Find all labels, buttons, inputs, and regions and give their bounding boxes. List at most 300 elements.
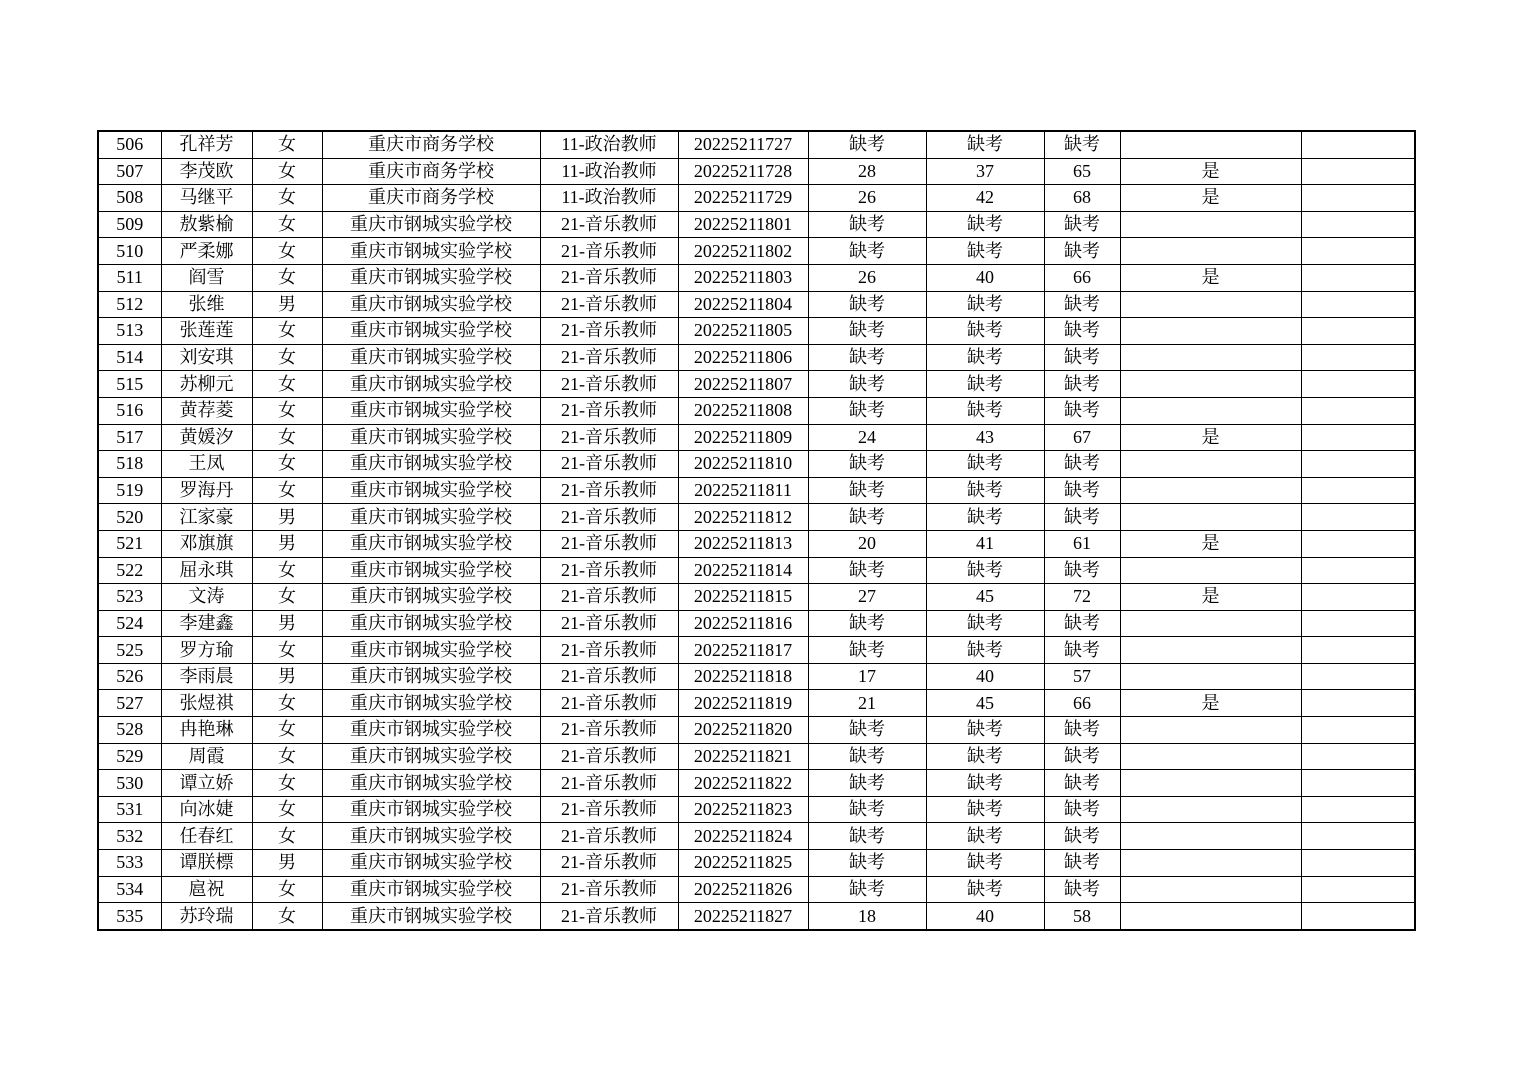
table-row — [98, 185, 1415, 212]
score1-cell: 26 — [808, 185, 926, 212]
position-cell: 11-政治教师 — [540, 185, 678, 212]
score1-cell: 缺考 — [808, 610, 926, 637]
remark-cell — [1301, 344, 1415, 371]
remark-cell — [1301, 770, 1415, 797]
school-cell: 重庆市钢城实验学校 — [322, 850, 540, 877]
score1-cell: 缺考 — [808, 131, 926, 158]
seq-cell: 511 — [98, 264, 161, 291]
seq-cell: 529 — [98, 743, 161, 770]
remark-cell — [1301, 530, 1415, 557]
exam-id-cell: 20225211802 — [678, 238, 808, 265]
name-cell: 邓旗旗 — [161, 530, 252, 557]
total-cell: 缺考 — [1044, 876, 1120, 903]
exam-id-cell: 20225211728 — [678, 158, 808, 185]
gender-cell: 女 — [252, 211, 322, 238]
gender-cell: 女 — [252, 397, 322, 424]
position-cell: 21-音乐教师 — [540, 796, 678, 823]
seq-cell: 516 — [98, 397, 161, 424]
score2-cell: 缺考 — [926, 344, 1044, 371]
gender-cell: 女 — [252, 158, 322, 185]
gender-cell: 男 — [252, 850, 322, 877]
score1-cell: 缺考 — [808, 451, 926, 478]
gender-cell: 女 — [252, 743, 322, 770]
gender-cell: 女 — [252, 318, 322, 345]
score1-cell: 20 — [808, 530, 926, 557]
position-cell: 21-音乐教师 — [540, 557, 678, 584]
total-cell: 72 — [1044, 584, 1120, 611]
name-cell: 江家豪 — [161, 504, 252, 531]
exam-id-cell: 20225211824 — [678, 823, 808, 850]
qualified-cell — [1120, 850, 1301, 877]
school-cell: 重庆市钢城实验学校 — [322, 318, 540, 345]
position-cell: 11-政治教师 — [540, 131, 678, 158]
score1-cell: 缺考 — [808, 238, 926, 265]
total-cell: 66 — [1044, 264, 1120, 291]
qualified-cell — [1120, 637, 1301, 664]
name-cell: 黄媛汐 — [161, 424, 252, 451]
score2-cell: 缺考 — [926, 850, 1044, 877]
score2-cell: 40 — [926, 903, 1044, 930]
remark-cell — [1301, 637, 1415, 664]
position-cell: 21-音乐教师 — [540, 637, 678, 664]
school-cell: 重庆市钢城实验学校 — [322, 876, 540, 903]
school-cell: 重庆市钢城实验学校 — [322, 796, 540, 823]
exam-id-cell: 20225211812 — [678, 504, 808, 531]
exam-id-cell: 20225211809 — [678, 424, 808, 451]
name-cell: 苏柳元 — [161, 371, 252, 398]
name-cell: 罗方瑜 — [161, 637, 252, 664]
score1-cell: 缺考 — [808, 876, 926, 903]
exam-id-cell: 20225211817 — [678, 637, 808, 664]
score1-cell: 21 — [808, 690, 926, 717]
position-cell: 21-音乐教师 — [540, 903, 678, 930]
score2-cell: 40 — [926, 264, 1044, 291]
exam-id-cell: 20225211811 — [678, 477, 808, 504]
qualified-cell — [1120, 344, 1301, 371]
remark-cell — [1301, 876, 1415, 903]
score1-cell: 18 — [808, 903, 926, 930]
gender-cell: 女 — [252, 557, 322, 584]
school-cell: 重庆市钢城实验学校 — [322, 903, 540, 930]
seq-cell: 519 — [98, 477, 161, 504]
total-cell: 68 — [1044, 185, 1120, 212]
total-cell: 缺考 — [1044, 717, 1120, 744]
remark-cell — [1301, 717, 1415, 744]
total-cell: 57 — [1044, 663, 1120, 690]
score1-cell: 24 — [808, 424, 926, 451]
position-cell: 21-音乐教师 — [540, 211, 678, 238]
remark-cell — [1301, 318, 1415, 345]
qualified-cell — [1120, 318, 1301, 345]
gender-cell: 女 — [252, 690, 322, 717]
school-cell: 重庆市钢城实验学校 — [322, 424, 540, 451]
exam-id-cell: 20225211813 — [678, 530, 808, 557]
name-cell: 王凤 — [161, 451, 252, 478]
position-cell: 21-音乐教师 — [540, 530, 678, 557]
score1-cell: 缺考 — [808, 291, 926, 318]
remark-cell — [1301, 477, 1415, 504]
exam-id-cell: 20225211819 — [678, 690, 808, 717]
position-cell: 21-音乐教师 — [540, 291, 678, 318]
qualified-cell — [1120, 743, 1301, 770]
gender-cell: 女 — [252, 371, 322, 398]
score1-cell: 缺考 — [808, 770, 926, 797]
seq-cell: 528 — [98, 717, 161, 744]
score2-cell: 45 — [926, 690, 1044, 717]
score1-cell: 28 — [808, 158, 926, 185]
position-cell: 21-音乐教师 — [540, 610, 678, 637]
total-cell: 缺考 — [1044, 291, 1120, 318]
position-cell: 21-音乐教师 — [540, 504, 678, 531]
score1-cell: 缺考 — [808, 504, 926, 531]
score1-cell: 缺考 — [808, 557, 926, 584]
name-cell: 文涛 — [161, 584, 252, 611]
gender-cell: 女 — [252, 185, 322, 212]
gender-cell: 女 — [252, 238, 322, 265]
qualified-cell — [1120, 717, 1301, 744]
qualified-cell — [1120, 823, 1301, 850]
name-cell: 周霞 — [161, 743, 252, 770]
name-cell: 敖紫榆 — [161, 211, 252, 238]
name-cell: 冉艳琳 — [161, 717, 252, 744]
score2-cell: 41 — [926, 530, 1044, 557]
results-table — [97, 130, 1416, 931]
score2-cell: 缺考 — [926, 743, 1044, 770]
exam-id-cell: 20225211810 — [678, 451, 808, 478]
remark-cell — [1301, 610, 1415, 637]
exam-id-cell: 20225211820 — [678, 717, 808, 744]
exam-id-cell: 20225211808 — [678, 397, 808, 424]
school-cell: 重庆市钢城实验学校 — [322, 717, 540, 744]
total-cell: 缺考 — [1044, 318, 1120, 345]
seq-cell: 524 — [98, 610, 161, 637]
remark-cell — [1301, 743, 1415, 770]
qualified-cell — [1120, 610, 1301, 637]
position-cell: 21-音乐教师 — [540, 397, 678, 424]
gender-cell: 男 — [252, 504, 322, 531]
qualified-cell — [1120, 504, 1301, 531]
table-row — [98, 743, 1415, 770]
exam-id-cell: 20225211825 — [678, 850, 808, 877]
total-cell: 缺考 — [1044, 451, 1120, 478]
name-cell: 屈永琪 — [161, 557, 252, 584]
remark-cell — [1301, 158, 1415, 185]
remark-cell — [1301, 796, 1415, 823]
school-cell: 重庆市钢城实验学校 — [322, 610, 540, 637]
name-cell: 谭立娇 — [161, 770, 252, 797]
position-cell: 21-音乐教师 — [540, 371, 678, 398]
gender-cell: 男 — [252, 610, 322, 637]
score1-cell: 缺考 — [808, 637, 926, 664]
gender-cell: 女 — [252, 477, 322, 504]
school-cell: 重庆市钢城实验学校 — [322, 770, 540, 797]
gender-cell: 男 — [252, 530, 322, 557]
seq-cell: 521 — [98, 530, 161, 557]
table-row — [98, 770, 1415, 797]
qualified-cell: 是 — [1120, 690, 1301, 717]
gender-cell: 男 — [252, 663, 322, 690]
school-cell: 重庆市钢城实验学校 — [322, 477, 540, 504]
table-row — [98, 823, 1415, 850]
name-cell: 扈祝 — [161, 876, 252, 903]
remark-cell — [1301, 903, 1415, 930]
score2-cell: 缺考 — [926, 397, 1044, 424]
gender-cell: 男 — [252, 291, 322, 318]
position-cell: 21-音乐教师 — [540, 264, 678, 291]
score2-cell: 37 — [926, 158, 1044, 185]
score2-cell: 45 — [926, 584, 1044, 611]
table-row — [98, 477, 1415, 504]
total-cell: 缺考 — [1044, 238, 1120, 265]
table-row — [98, 717, 1415, 744]
seq-cell: 514 — [98, 344, 161, 371]
position-cell: 21-音乐教师 — [540, 318, 678, 345]
table-row — [98, 211, 1415, 238]
score1-cell: 缺考 — [808, 344, 926, 371]
table-row — [98, 610, 1415, 637]
seq-cell: 526 — [98, 663, 161, 690]
qualified-cell — [1120, 876, 1301, 903]
gender-cell: 女 — [252, 770, 322, 797]
position-cell: 21-音乐教师 — [540, 743, 678, 770]
position-cell: 21-音乐教师 — [540, 344, 678, 371]
remark-cell — [1301, 185, 1415, 212]
school-cell: 重庆市钢城实验学校 — [322, 371, 540, 398]
name-cell: 阎雪 — [161, 264, 252, 291]
remark-cell — [1301, 397, 1415, 424]
total-cell: 66 — [1044, 690, 1120, 717]
school-cell: 重庆市钢城实验学校 — [322, 557, 540, 584]
remark-cell — [1301, 690, 1415, 717]
total-cell: 67 — [1044, 424, 1120, 451]
position-cell: 21-音乐教师 — [540, 477, 678, 504]
total-cell: 缺考 — [1044, 131, 1120, 158]
gender-cell: 女 — [252, 451, 322, 478]
gender-cell: 女 — [252, 344, 322, 371]
seq-cell: 535 — [98, 903, 161, 930]
total-cell: 缺考 — [1044, 743, 1120, 770]
score2-cell: 42 — [926, 185, 1044, 212]
seq-cell: 531 — [98, 796, 161, 823]
qualified-cell — [1120, 903, 1301, 930]
remark-cell — [1301, 264, 1415, 291]
school-cell: 重庆市钢城实验学校 — [322, 211, 540, 238]
score2-cell: 缺考 — [926, 823, 1044, 850]
seq-cell: 534 — [98, 876, 161, 903]
seq-cell: 523 — [98, 584, 161, 611]
score2-cell: 缺考 — [926, 291, 1044, 318]
position-cell: 21-音乐教师 — [540, 823, 678, 850]
table-row — [98, 371, 1415, 398]
total-cell: 缺考 — [1044, 770, 1120, 797]
exam-id-cell: 20225211823 — [678, 796, 808, 823]
table-row — [98, 264, 1415, 291]
total-cell: 缺考 — [1044, 823, 1120, 850]
position-cell: 21-音乐教师 — [540, 690, 678, 717]
total-cell: 缺考 — [1044, 371, 1120, 398]
seq-cell: 530 — [98, 770, 161, 797]
score2-cell: 缺考 — [926, 477, 1044, 504]
seq-cell: 525 — [98, 637, 161, 664]
gender-cell: 女 — [252, 876, 322, 903]
qualified-cell — [1120, 211, 1301, 238]
remark-cell — [1301, 131, 1415, 158]
total-cell: 65 — [1044, 158, 1120, 185]
total-cell: 58 — [1044, 903, 1120, 930]
score2-cell: 缺考 — [926, 557, 1044, 584]
qualified-cell — [1120, 131, 1301, 158]
name-cell: 任春红 — [161, 823, 252, 850]
score1-cell: 缺考 — [808, 743, 926, 770]
score1-cell: 缺考 — [808, 477, 926, 504]
score1-cell: 缺考 — [808, 823, 926, 850]
seq-cell: 527 — [98, 690, 161, 717]
exam-id-cell: 20225211822 — [678, 770, 808, 797]
table-row — [98, 690, 1415, 717]
total-cell: 缺考 — [1044, 796, 1120, 823]
position-cell: 21-音乐教师 — [540, 584, 678, 611]
total-cell: 缺考 — [1044, 477, 1120, 504]
score1-cell: 缺考 — [808, 796, 926, 823]
school-cell: 重庆市商务学校 — [322, 158, 540, 185]
score1-cell: 缺考 — [808, 211, 926, 238]
name-cell: 苏玲瑞 — [161, 903, 252, 930]
qualified-cell: 是 — [1120, 264, 1301, 291]
table-row — [98, 344, 1415, 371]
qualified-cell — [1120, 451, 1301, 478]
remark-cell — [1301, 211, 1415, 238]
name-cell: 张维 — [161, 291, 252, 318]
score2-cell: 40 — [926, 663, 1044, 690]
qualified-cell: 是 — [1120, 424, 1301, 451]
name-cell: 李茂欧 — [161, 158, 252, 185]
qualified-cell — [1120, 557, 1301, 584]
position-cell: 21-音乐教师 — [540, 717, 678, 744]
total-cell: 缺考 — [1044, 610, 1120, 637]
table-row — [98, 796, 1415, 823]
qualified-cell — [1120, 663, 1301, 690]
remark-cell — [1301, 451, 1415, 478]
school-cell: 重庆市钢城实验学校 — [322, 584, 540, 611]
name-cell: 黄荐菱 — [161, 397, 252, 424]
score1-cell: 26 — [808, 264, 926, 291]
seq-cell: 518 — [98, 451, 161, 478]
table-row — [98, 876, 1415, 903]
school-cell: 重庆市商务学校 — [322, 131, 540, 158]
position-cell: 21-音乐教师 — [540, 770, 678, 797]
total-cell: 缺考 — [1044, 504, 1120, 531]
exam-id-cell: 20225211807 — [678, 371, 808, 398]
remark-cell — [1301, 850, 1415, 877]
table-row — [98, 131, 1415, 158]
score2-cell: 缺考 — [926, 610, 1044, 637]
total-cell: 缺考 — [1044, 211, 1120, 238]
qualified-cell — [1120, 397, 1301, 424]
score1-cell: 缺考 — [808, 850, 926, 877]
score2-cell: 缺考 — [926, 451, 1044, 478]
total-cell: 缺考 — [1044, 397, 1120, 424]
score1-cell: 缺考 — [808, 397, 926, 424]
qualified-cell — [1120, 238, 1301, 265]
score2-cell: 缺考 — [926, 717, 1044, 744]
name-cell: 严柔娜 — [161, 238, 252, 265]
seq-cell: 520 — [98, 504, 161, 531]
name-cell: 刘安琪 — [161, 344, 252, 371]
qualified-cell — [1120, 291, 1301, 318]
position-cell: 21-音乐教师 — [540, 238, 678, 265]
school-cell: 重庆市钢城实验学校 — [322, 238, 540, 265]
score2-cell: 缺考 — [926, 504, 1044, 531]
seq-cell: 515 — [98, 371, 161, 398]
score2-cell: 缺考 — [926, 876, 1044, 903]
name-cell: 孔祥芳 — [161, 131, 252, 158]
table-row — [98, 637, 1415, 664]
remark-cell — [1301, 823, 1415, 850]
table-row — [98, 318, 1415, 345]
seq-cell: 510 — [98, 238, 161, 265]
remark-cell — [1301, 238, 1415, 265]
exam-id-cell: 20225211826 — [678, 876, 808, 903]
gender-cell: 女 — [252, 637, 322, 664]
qualified-cell: 是 — [1120, 158, 1301, 185]
exam-id-cell: 20225211821 — [678, 743, 808, 770]
table-row — [98, 158, 1415, 185]
remark-cell — [1301, 504, 1415, 531]
score1-cell: 17 — [808, 663, 926, 690]
remark-cell — [1301, 371, 1415, 398]
score2-cell: 43 — [926, 424, 1044, 451]
school-cell: 重庆市钢城实验学校 — [322, 504, 540, 531]
table-row — [98, 557, 1415, 584]
score2-cell: 缺考 — [926, 796, 1044, 823]
table-row — [98, 663, 1415, 690]
exam-id-cell: 20225211827 — [678, 903, 808, 930]
exam-id-cell: 20225211804 — [678, 291, 808, 318]
exam-id-cell: 20225211727 — [678, 131, 808, 158]
seq-cell: 513 — [98, 318, 161, 345]
table-row — [98, 291, 1415, 318]
total-cell: 缺考 — [1044, 344, 1120, 371]
exam-id-cell: 20225211816 — [678, 610, 808, 637]
position-cell: 21-音乐教师 — [540, 451, 678, 478]
qualified-cell: 是 — [1120, 584, 1301, 611]
seq-cell: 532 — [98, 823, 161, 850]
seq-cell: 507 — [98, 158, 161, 185]
exam-id-cell: 20225211815 — [678, 584, 808, 611]
school-cell: 重庆市钢城实验学校 — [322, 690, 540, 717]
qualified-cell: 是 — [1120, 185, 1301, 212]
table-row — [98, 424, 1415, 451]
score2-cell: 缺考 — [926, 131, 1044, 158]
school-cell: 重庆市钢城实验学校 — [322, 743, 540, 770]
table-row — [98, 850, 1415, 877]
qualified-cell — [1120, 796, 1301, 823]
position-cell: 21-音乐教师 — [540, 876, 678, 903]
position-cell: 11-政治教师 — [540, 158, 678, 185]
total-cell: 缺考 — [1044, 850, 1120, 877]
gender-cell: 女 — [252, 823, 322, 850]
seq-cell: 517 — [98, 424, 161, 451]
qualified-cell: 是 — [1120, 530, 1301, 557]
table-row — [98, 238, 1415, 265]
name-cell: 向冰婕 — [161, 796, 252, 823]
exam-id-cell: 20225211729 — [678, 185, 808, 212]
name-cell: 李建鑫 — [161, 610, 252, 637]
school-cell: 重庆市钢城实验学校 — [322, 530, 540, 557]
exam-id-cell: 20225211801 — [678, 211, 808, 238]
score2-cell: 缺考 — [926, 770, 1044, 797]
seq-cell: 533 — [98, 850, 161, 877]
